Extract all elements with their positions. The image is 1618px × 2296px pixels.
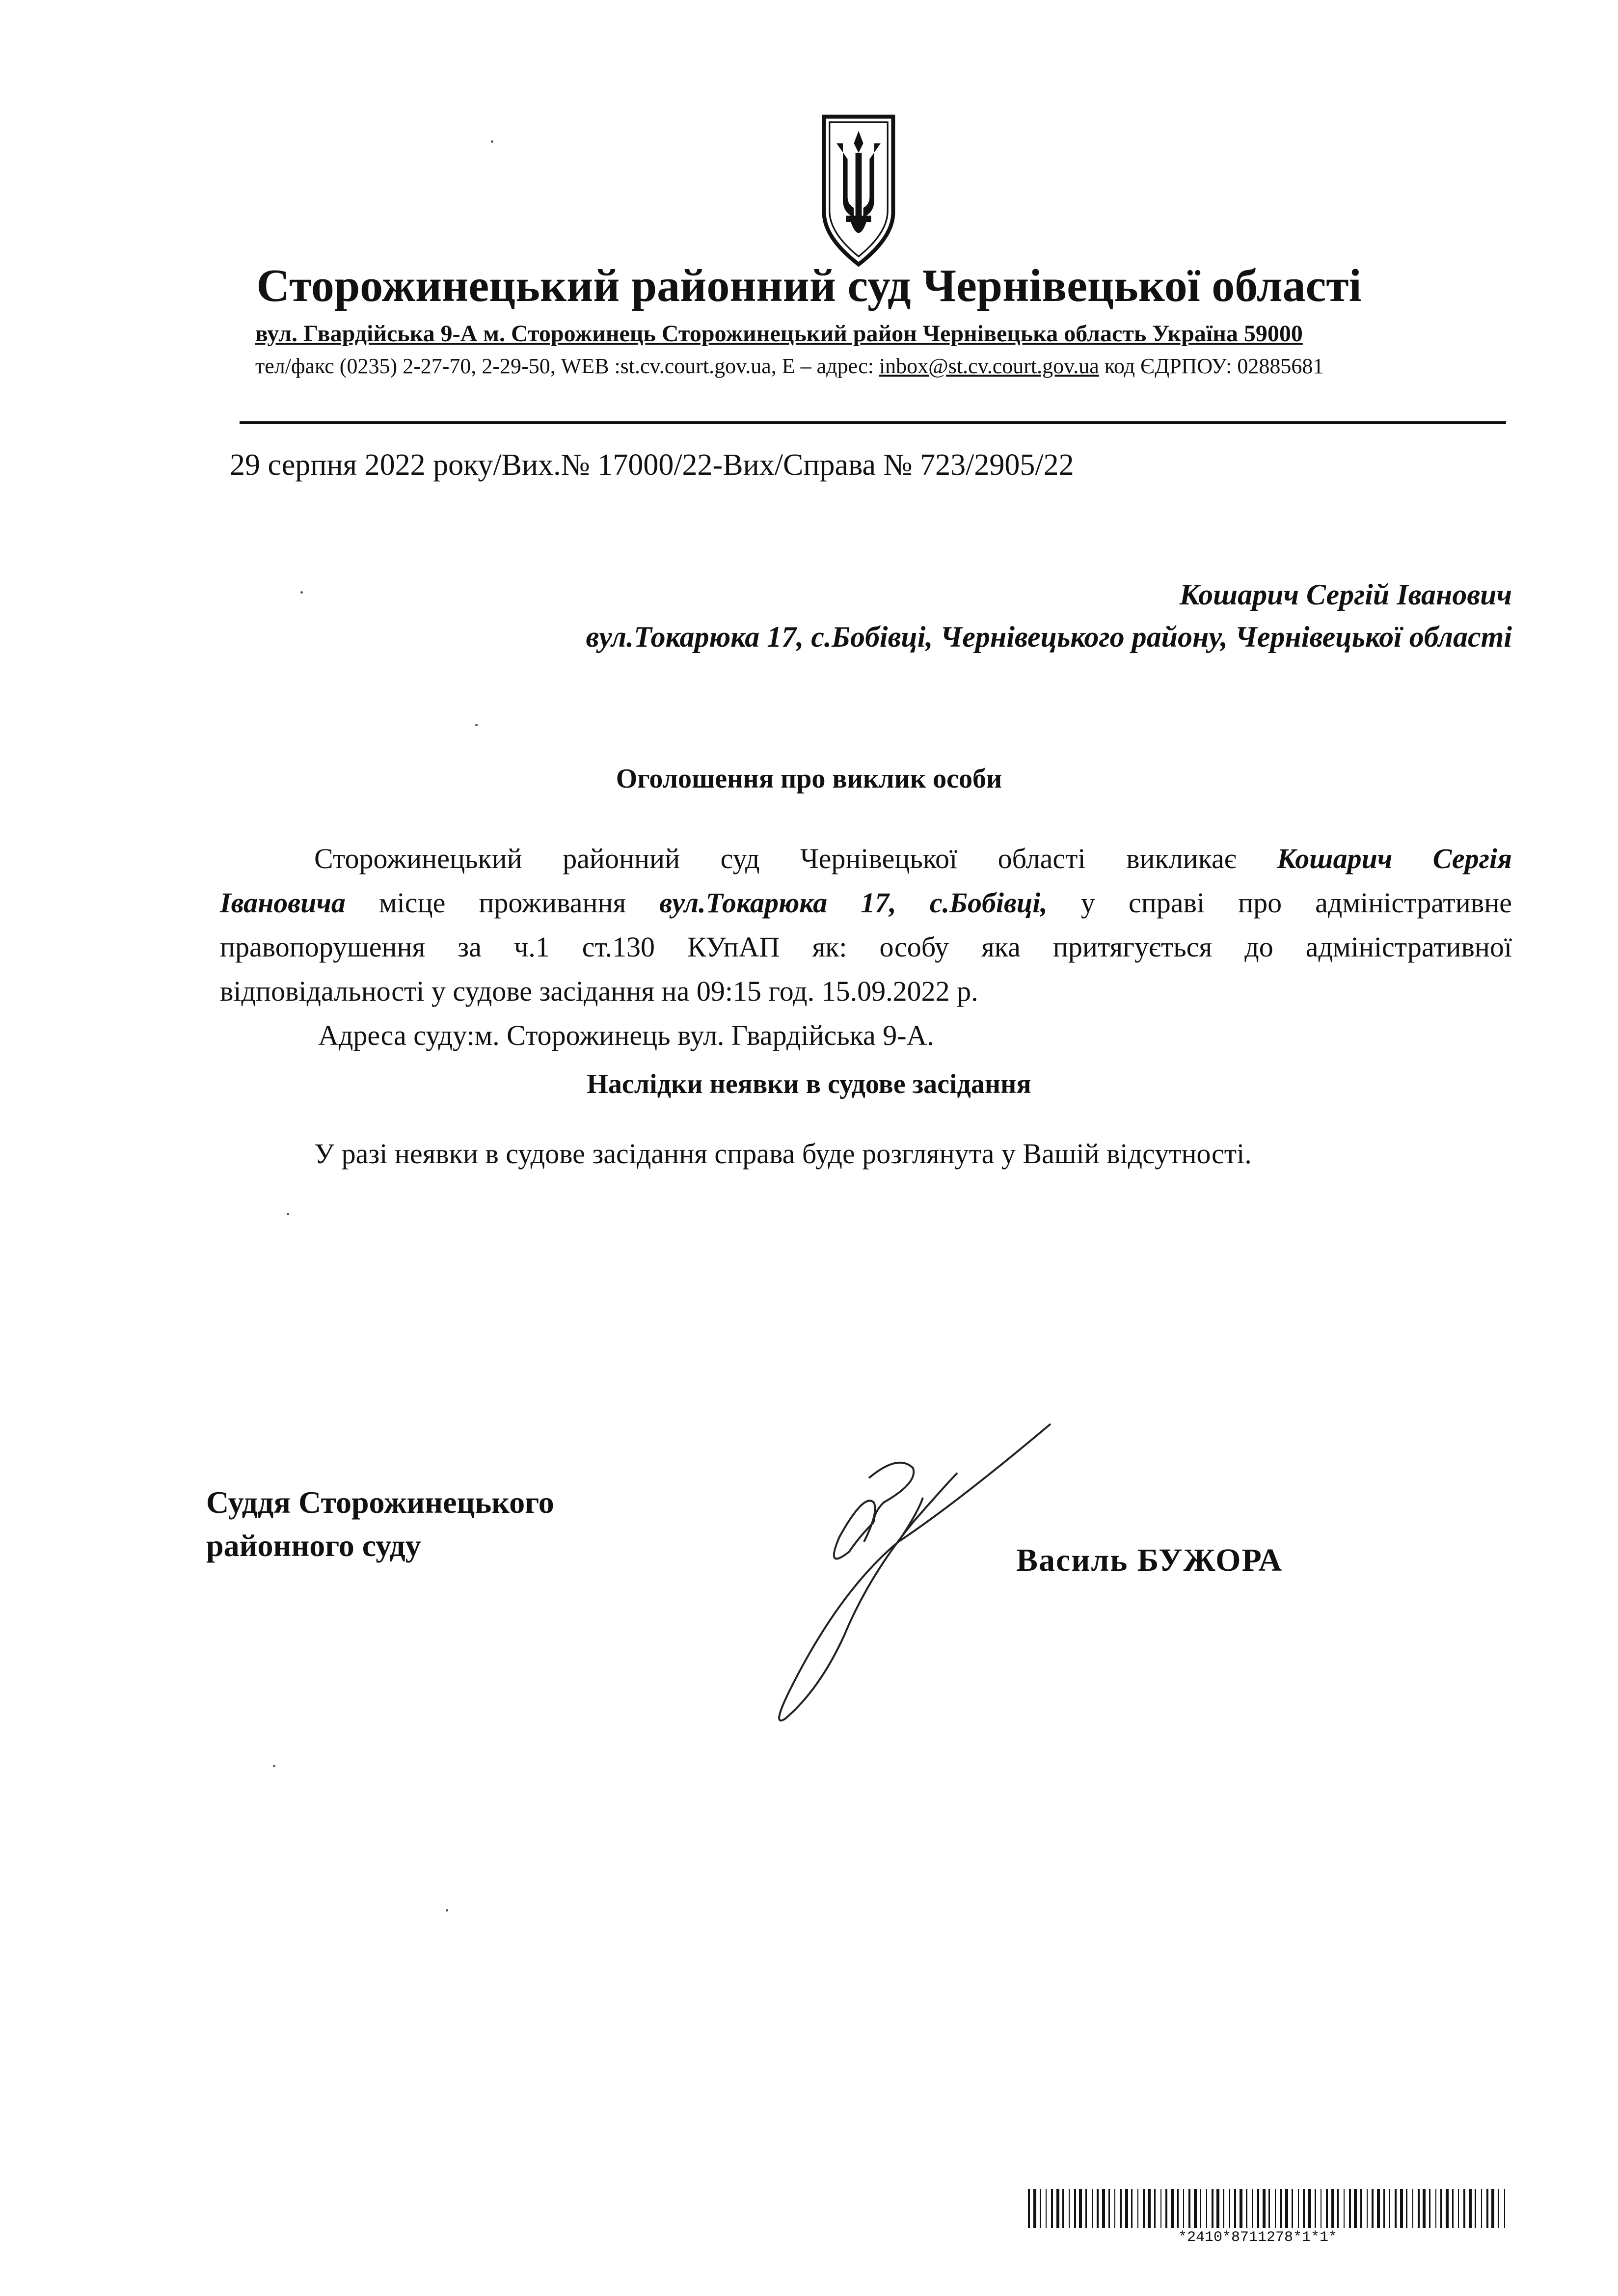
barcode-bar xyxy=(1383,2189,1385,2228)
barcode-bar xyxy=(1423,2189,1426,2228)
barcode-bar xyxy=(1389,2189,1390,2228)
barcode-number: *2410*8711278*1*1* xyxy=(1178,2229,1338,2246)
header-divider xyxy=(240,421,1506,424)
barcode-bar xyxy=(1280,2189,1282,2228)
barcode-bar xyxy=(1246,2189,1247,2228)
recipient-block xyxy=(586,574,1512,658)
barcode-bar xyxy=(1377,2189,1380,2228)
barcode-bar xyxy=(1216,2189,1219,2228)
barcode-bar xyxy=(1171,2189,1174,2228)
barcode-bar xyxy=(1354,2189,1357,2228)
reference-line: 29 серпня 2022 року/Вих.№ 17000/22-Вих/Справа № 723/2905/22 xyxy=(230,448,1074,482)
barcode-bar xyxy=(1033,2189,1036,2228)
notice-line: правопорушення за ч.1 ст.130 КУпАП як: особу яка притягується до адміністративної xyxy=(220,931,1512,963)
barcode-bar xyxy=(1446,2189,1449,2228)
barcode-bar xyxy=(1085,2189,1087,2228)
barcode-bar xyxy=(1303,2189,1305,2228)
barcode-bar xyxy=(1292,2189,1293,2228)
barcode-bar xyxy=(1223,2189,1224,2228)
barcode-bar xyxy=(1372,2189,1374,2228)
barcode-bar xyxy=(1452,2189,1454,2228)
scan-speck xyxy=(287,1213,289,1215)
recipient-address: вул.Токарюка 17, с.Бобівці, Чернівецького району, Чернівецької області xyxy=(586,621,1512,653)
barcode-bar xyxy=(1463,2189,1465,2228)
court-address-line: вул. Гвардійська 9-А м. Сторожинець Сторожинецький район Чернівецька область Україна 59000 xyxy=(255,321,1303,347)
barcode-bar xyxy=(1056,2189,1059,2228)
barcode-bar xyxy=(1188,2189,1190,2228)
barcode-bar xyxy=(1469,2189,1472,2228)
judge-title: Суддя Сторожинецького районного суду xyxy=(206,1485,554,1563)
notice-title: Оголошення про виклик особи xyxy=(616,764,1002,794)
scan-speck xyxy=(446,1909,448,1912)
barcode-bar xyxy=(1367,2189,1368,2228)
barcode-bar xyxy=(1046,2189,1047,2228)
barcode-bar xyxy=(1504,2189,1505,2228)
barcode-bar xyxy=(1344,2189,1345,2228)
judge-name: Василь БУЖОРА xyxy=(1016,1542,1283,1578)
barcode-bar xyxy=(1257,2189,1259,2228)
barcode-bar xyxy=(1160,2189,1161,2228)
barcode-bar xyxy=(1069,2189,1070,2228)
barcode-bar xyxy=(1028,2189,1030,2228)
barcode-bar xyxy=(1092,2189,1093,2228)
barcode-bar xyxy=(1298,2189,1299,2228)
notice-text: місце проживання xyxy=(345,887,660,919)
barcode-bar xyxy=(1040,2189,1041,2228)
barcode-bar xyxy=(1349,2189,1351,2228)
barcode-bar xyxy=(1400,2189,1403,2228)
barcode-bar xyxy=(1229,2189,1230,2228)
barcode-bar xyxy=(1337,2189,1339,2228)
barcode-bar xyxy=(1148,2189,1151,2228)
barcode-bar xyxy=(1326,2189,1328,2228)
barcode-bar xyxy=(1429,2189,1430,2228)
barcode-bar xyxy=(1143,2189,1145,2228)
barcode-bar xyxy=(1212,2189,1214,2228)
barcode-bar xyxy=(1418,2189,1420,2228)
barcode-bar xyxy=(1194,2189,1197,2228)
barcode-bar xyxy=(1154,2189,1156,2228)
scan-speck xyxy=(491,140,493,143)
tryzub-coat-of-arms-icon xyxy=(819,112,898,269)
barcode-bar xyxy=(1234,2189,1236,2228)
barcode-bar xyxy=(1074,2189,1076,2228)
scan-speck xyxy=(300,591,303,594)
handwritten-signature-icon xyxy=(751,1414,1055,1728)
barcode-bar xyxy=(1125,2189,1128,2228)
contact-prefix: тел/факс (0235) 2-27-70, 2-29-50, WEB :st.cv.court.gov.ua, E – адрес: xyxy=(255,354,879,378)
barcode-bar xyxy=(1475,2189,1476,2228)
barcode-bar xyxy=(1177,2189,1179,2228)
consequences-text: У разі неявки в судове засідання справа буде розглянута у Вашій відсутності. xyxy=(314,1138,1252,1170)
barcode-bar xyxy=(1440,2189,1442,2228)
barcode-bar xyxy=(1183,2189,1184,2228)
scan-speck xyxy=(475,724,478,726)
barcode-bar xyxy=(1458,2189,1459,2228)
barcode-bar xyxy=(1498,2189,1499,2228)
barcode-bar xyxy=(1268,2189,1270,2228)
barcode-bar xyxy=(1200,2189,1201,2228)
barcode-bar xyxy=(1435,2189,1436,2228)
barcode-bar xyxy=(1331,2189,1334,2228)
barcode-bar xyxy=(1114,2189,1115,2228)
barcode-bar xyxy=(1486,2189,1488,2228)
barcode-bar xyxy=(1131,2189,1133,2228)
email-link[interactable]: inbox@st.cv.court.gov.ua xyxy=(879,354,1099,378)
barcode-bar xyxy=(1079,2189,1082,2228)
barcode-bar xyxy=(1481,2189,1482,2228)
barcode-bar xyxy=(1275,2189,1276,2228)
barcode-bar xyxy=(1406,2189,1407,2228)
summoned-person-name-cont: Івановича xyxy=(220,887,346,919)
notice-text: Сторожинецький районний суд Чернівецької області викликає xyxy=(314,843,1277,875)
recipient-name: Кошарич Сергій Іванович xyxy=(1179,578,1512,611)
contact-suffix: код ЄДРПОУ: 02885681 xyxy=(1099,354,1324,378)
barcode-bar xyxy=(1206,2189,1207,2228)
consequences-title: Наслідки неявки в судове засідання xyxy=(587,1069,1031,1099)
barcode-bar xyxy=(1252,2189,1253,2228)
barcode-bar xyxy=(1165,2189,1167,2228)
court-contact-line xyxy=(255,354,1323,379)
barcode-bar xyxy=(1120,2189,1122,2228)
barcode-bar xyxy=(1308,2189,1311,2228)
court-name-heading: Сторожинецький районний суд Чернівецької області xyxy=(256,260,1362,311)
notice-body xyxy=(220,837,1512,1058)
barcode-icon xyxy=(1028,2189,1509,2228)
barcode-bar xyxy=(1412,2189,1413,2228)
barcode-bar xyxy=(1102,2189,1105,2228)
barcode-bar xyxy=(1285,2189,1288,2228)
barcode-bar xyxy=(1491,2189,1494,2228)
barcode-bar xyxy=(1240,2189,1242,2228)
barcode-bar xyxy=(1395,2189,1397,2228)
barcode-bar xyxy=(1360,2189,1362,2228)
barcode-bar xyxy=(1315,2189,1316,2228)
barcode-bar xyxy=(1263,2189,1266,2228)
notice-line: відповідальності у судове засідання на 09:15 год. 15.09.2022 р. xyxy=(220,975,978,1007)
summoned-person-address: вул.Токарюка 17, с.Бобівці, xyxy=(659,887,1048,919)
scan-speck xyxy=(273,1765,275,1767)
summoned-person-name: Кошарич Сергія xyxy=(1277,843,1512,875)
barcode-bar xyxy=(1062,2189,1064,2228)
barcode-bar xyxy=(1108,2189,1110,2228)
court-address-note: Адреса суду:м. Сторожинець вул. Гвардійська 9-А. xyxy=(318,1019,934,1051)
barcode-bar xyxy=(1097,2189,1099,2228)
barcode-bar xyxy=(1137,2189,1138,2228)
barcode-bar xyxy=(1051,2189,1053,2228)
notice-paragraph xyxy=(220,837,1512,925)
notice-text: у справі про адміністративне xyxy=(1047,887,1512,919)
